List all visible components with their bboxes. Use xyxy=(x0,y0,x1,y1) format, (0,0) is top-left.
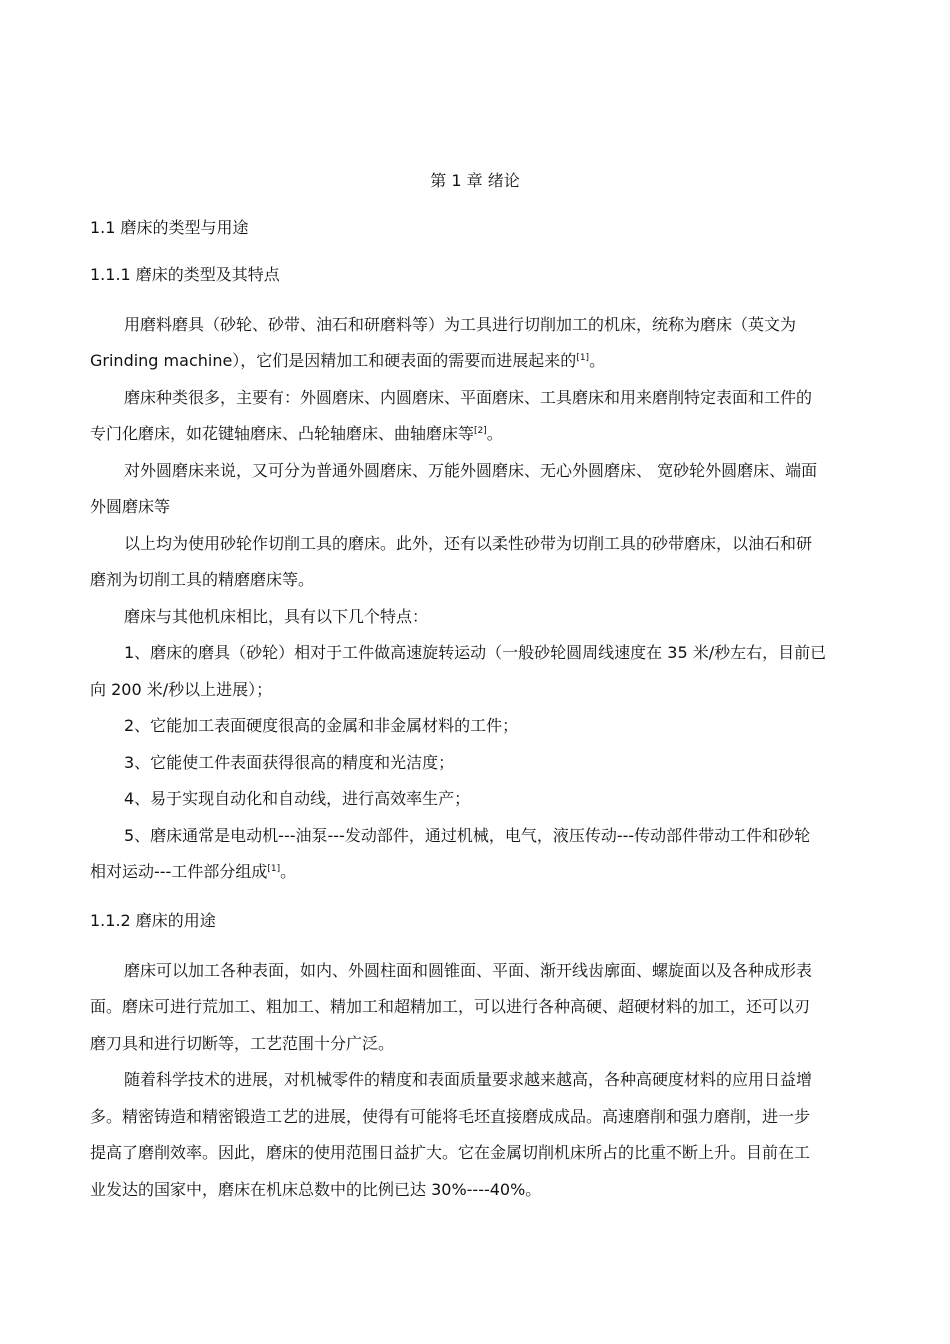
paragraph-line: 提高了磨削效率。因此，磨床的使用范围日益扩大。它在金属切削机床所占的比重不断上升。目前在工 xyxy=(90,1143,811,1162)
paragraph-line: 磨床与其他机床相比，具有以下几个特点： xyxy=(124,607,429,626)
list-item-continuation: 向 200 米/秒以上进展）； xyxy=(90,680,273,699)
citation-ref: [2] xyxy=(474,426,487,436)
citation-ref: [1] xyxy=(576,353,590,363)
list-item: 5、磨床通常是电动机---油泵---发动部件，通过机械，电气，液压传动---传动部件带动工件和砂轮 xyxy=(124,826,811,845)
paragraph-line xyxy=(90,350,605,372)
list-item: 3、它能使工件表面获得很高的精度和光洁度； xyxy=(124,753,455,772)
list-item: 4、易于实现自动化和自动线，进行高效率生产； xyxy=(124,789,471,808)
paragraph-line: 多。精密铸造和精密锻造工艺的进展，使得有可能将毛坯直接磨成成品。高速磨削和强力磨削，进一步 xyxy=(90,1107,811,1126)
paragraph-text: 专门化磨床，如花键轴磨床、凸轮轴磨床、曲轴磨床等 xyxy=(90,424,475,443)
paragraph-text: 相对运动---工件部分组成 xyxy=(90,862,268,881)
paragraph-line: 业发达的国家中，磨床在机床总数中的比例已达 30%----40%。 xyxy=(90,1180,542,1199)
paragraph-line: 磨剂为切削工具的精磨磨床等。 xyxy=(90,570,315,589)
paragraph-line: 对外圆磨床来说，又可分为普通外圆磨床、万能外圆磨床、无心外圆磨床、 宽砂轮外圆磨床、端面 xyxy=(124,461,818,480)
paragraph-line: 磨床种类很多，主要有：外圆磨床、内圆磨床、平面磨床、工具磨床和用来磨削特定表面和工件的 xyxy=(124,388,813,407)
section-heading-1-1: 1.1 磨床的类型与用途 xyxy=(90,218,249,237)
paragraph-line: 随着科学技术的进展，对机械零件的精度和表面质量要求越来越高，各种高硬度材料的应用日益增 xyxy=(124,1070,813,1089)
paragraph-line: 以上均为使用砂轮作切削工具的磨床。此外，还有以柔性砂带为切削工具的砂带磨床，以油石和研 xyxy=(124,534,813,553)
chapter-title: 第 1 章 绪论 xyxy=(430,171,520,190)
paragraph-line: 外圆磨床等 xyxy=(90,497,171,516)
paragraph-text: 。 xyxy=(280,862,297,881)
list-item: 1、磨床的磨具（砂轮）相对于工件做高速旋转运动（一般砂轮圆周线速度在 35 米/秒左右，目前已 xyxy=(124,643,827,662)
paragraph-line xyxy=(90,423,503,445)
citation-ref: [1] xyxy=(267,864,281,874)
paragraph-line: 面。磨床可进行荒加工、粗加工、精加工和超精加工，可以进行各种高硬、超硬材料的加工，还可以刃 xyxy=(90,997,811,1016)
paragraph-text: 。 xyxy=(486,424,503,443)
list-item-continuation xyxy=(90,861,296,883)
paragraph-line: 磨床可以加工各种表面，如内、外圆柱面和圆锥面、平面、渐开线齿廓面、螺旋面以及各种成形表 xyxy=(124,961,813,980)
paragraph-text: 。 xyxy=(589,351,606,370)
paragraph-line: 磨刀具和进行切断等，工艺范围十分广泛。 xyxy=(90,1034,395,1053)
paragraph-line: 用磨料磨具（砂轮、砂带、油石和研磨料等）为工具进行切削加工的机床，统称为磨床（英文为 xyxy=(124,315,797,334)
list-item: 2、它能加工表面硬度很高的金属和非金属材料的工件； xyxy=(124,716,519,735)
section-heading-1-1-1: 1.1.1 磨床的类型及其特点 xyxy=(90,265,280,284)
section-heading-1-1-2: 1.1.2 磨床的用途 xyxy=(90,911,216,930)
paragraph-text: Grinding machine），它们是因精加工和硬表面的需要而进展起来的 xyxy=(90,351,577,370)
